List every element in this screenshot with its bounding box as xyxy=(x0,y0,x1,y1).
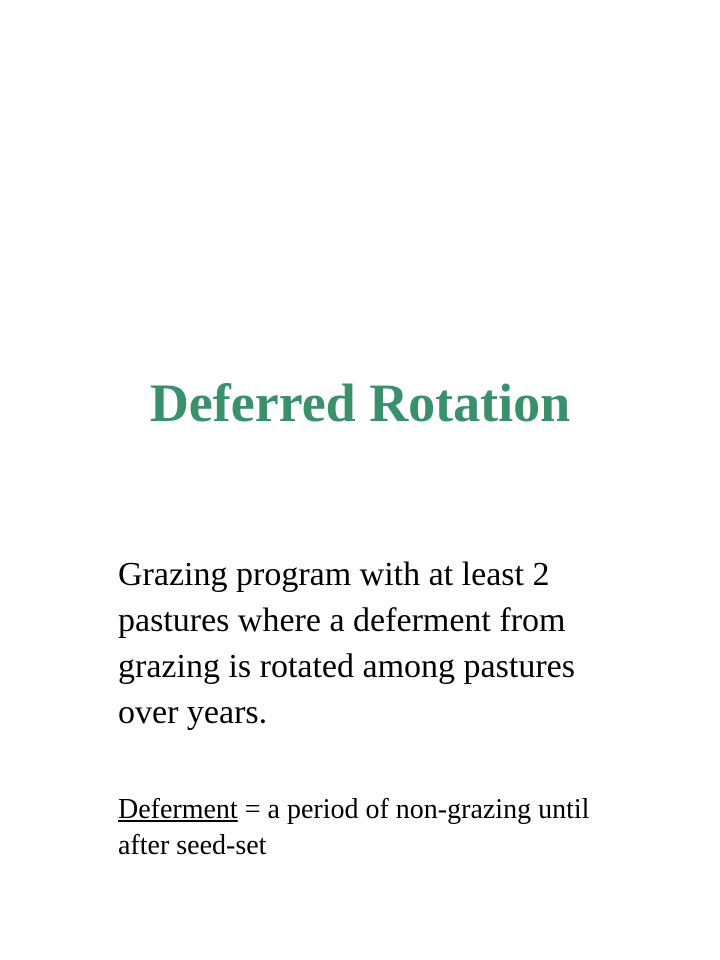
definition-text: Grazing program with at least 2 pastures where a deferment from grazing is rotated among pastures over years. xyxy=(118,556,575,731)
deferment-definition: = a period of non-grazing until after seed-set xyxy=(118,794,590,861)
deferment-term: Deferment xyxy=(118,794,238,825)
slide-title: Deferred Rotation xyxy=(149,373,571,433)
deferment-note xyxy=(118,792,638,864)
